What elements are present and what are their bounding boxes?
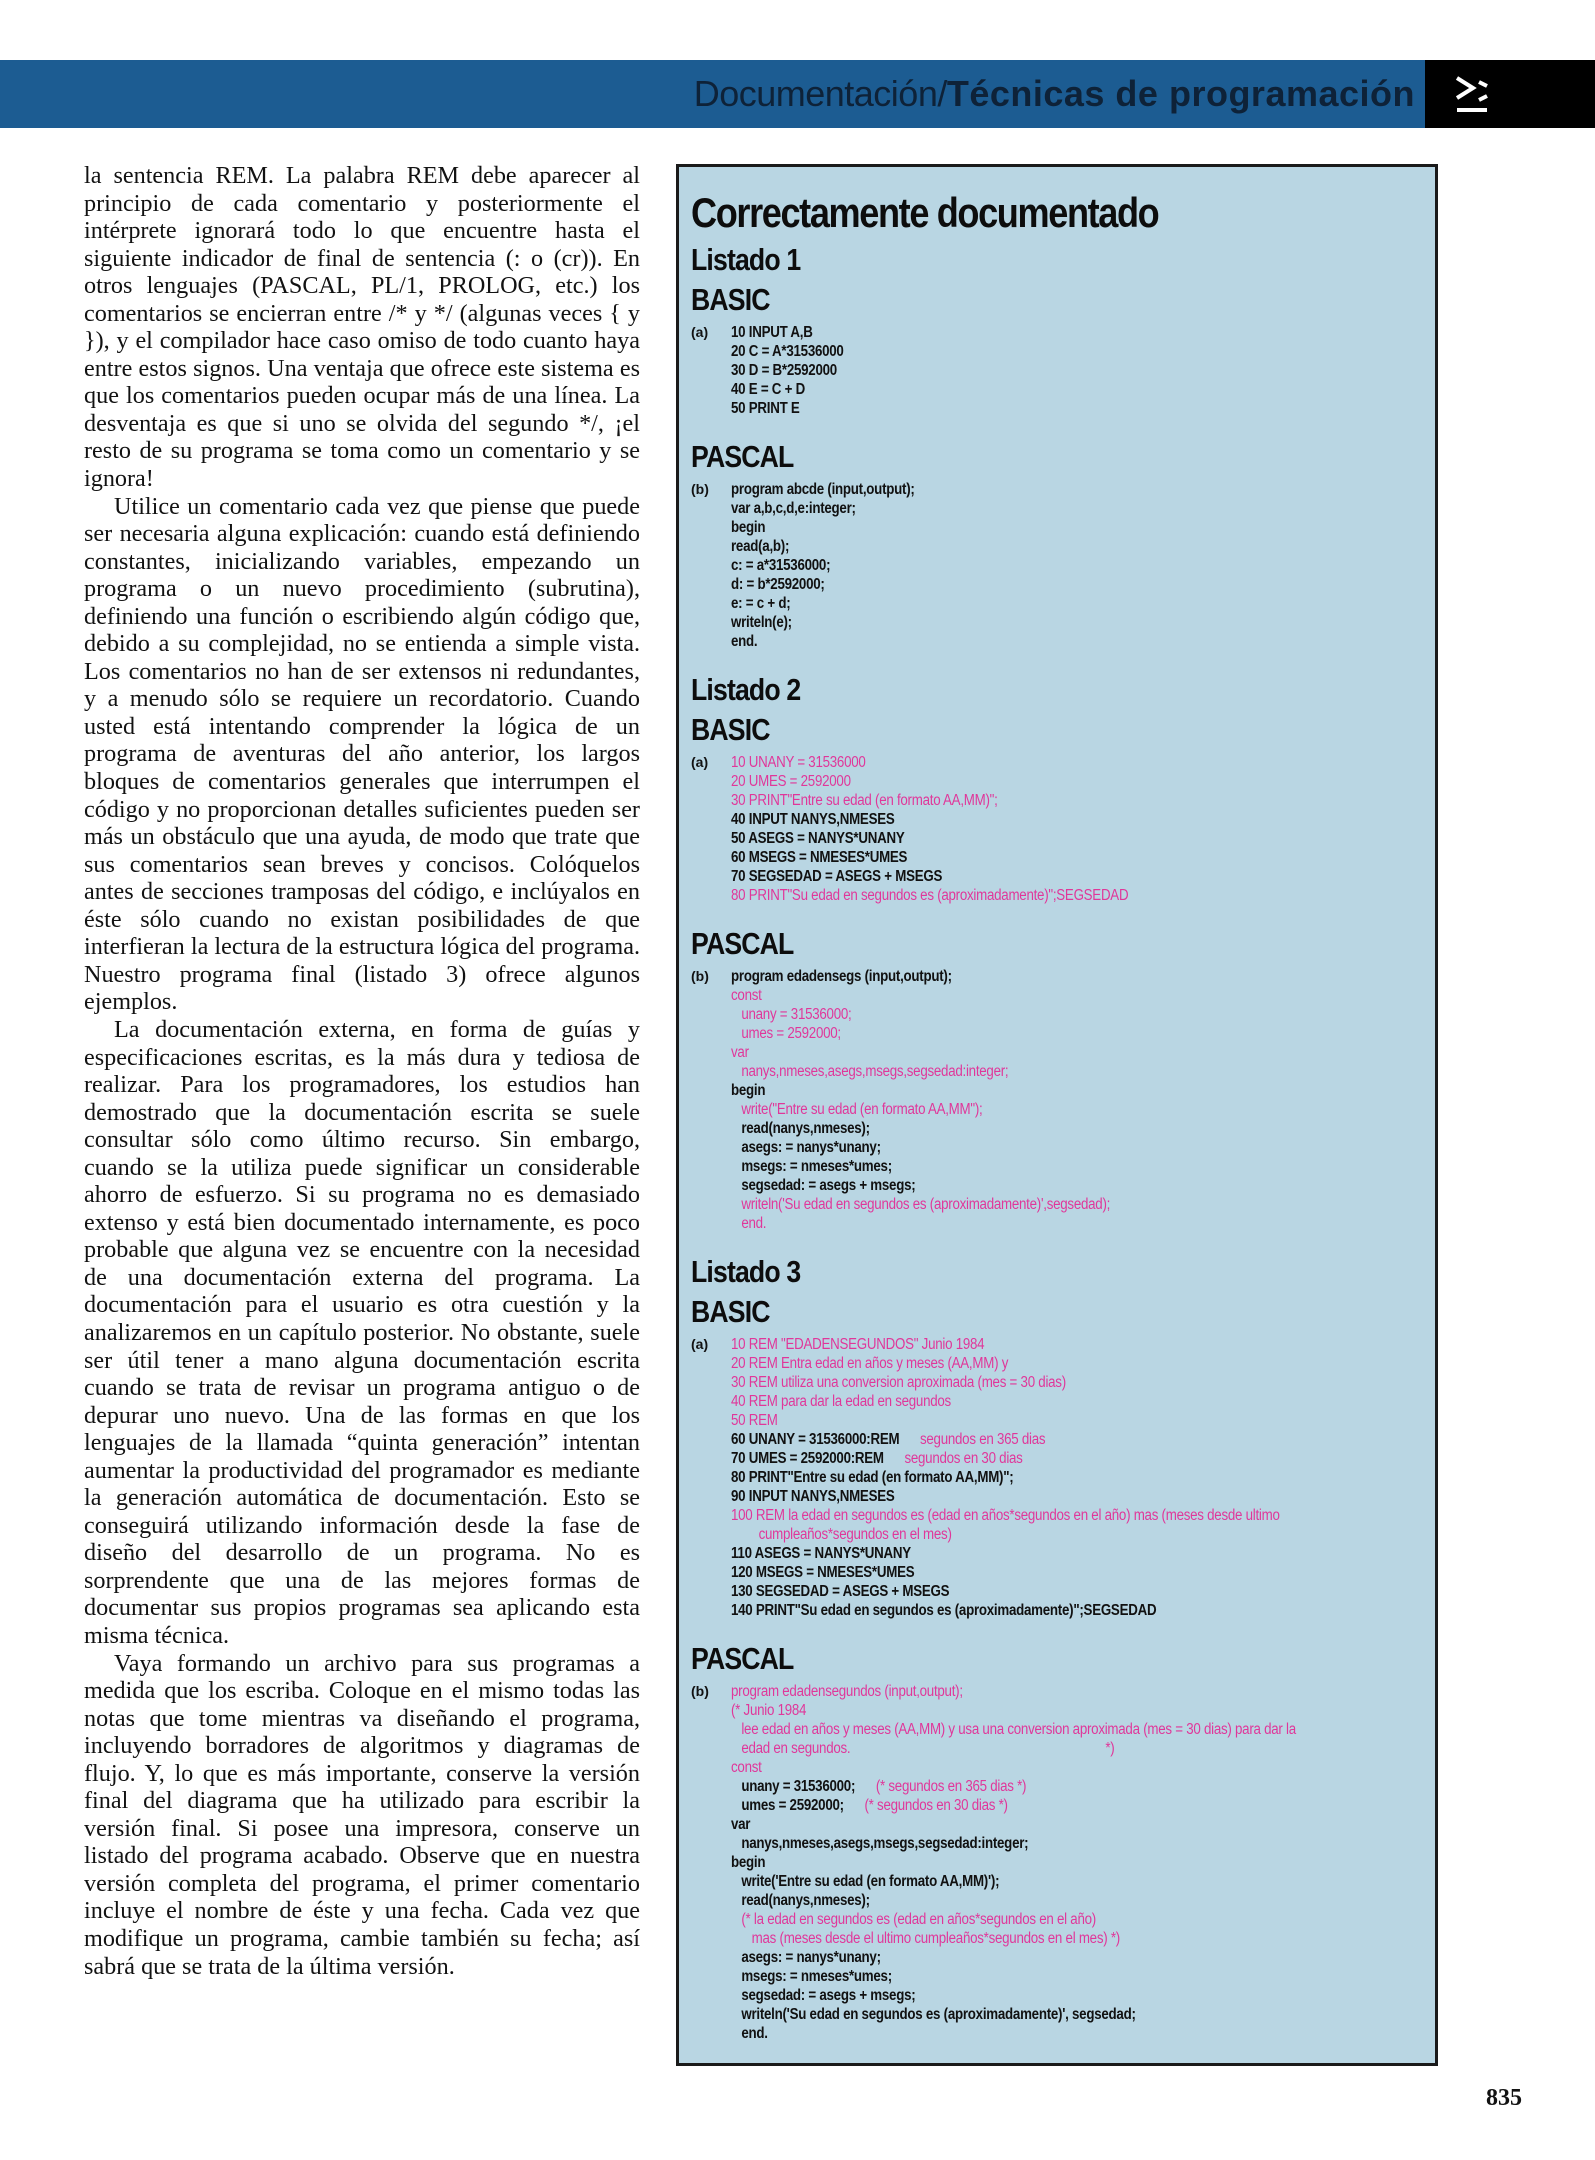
code-text: unany = 31536000;: [731, 1778, 856, 1795]
code-line: nanys,nmeses,asegs,msegs,segsedad:integer;: [731, 1063, 1009, 1080]
code-line: [731, 1392, 1329, 1411]
header-subsection: Técnicas de programación: [946, 73, 1415, 114]
code-text: 140 PRINT"Su edad en segundos es (aproximadamente)";SEGSEDAD: [731, 1602, 1157, 1619]
listing-title: Listado 1: [691, 242, 801, 277]
code-text: const: [731, 1759, 762, 1776]
code-line: [731, 1411, 1329, 1430]
code-line: [731, 1525, 1329, 1544]
code-lines: [731, 480, 1426, 651]
code-block-tag: (a): [691, 324, 709, 340]
code-line: [731, 1815, 1329, 1834]
code-line: msegs: = nmeses*umes;: [731, 1158, 892, 1175]
code-block: [691, 480, 1426, 651]
code-text: cumpleaños*segundos en el mes): [731, 1526, 952, 1543]
code-line: [731, 2024, 1329, 2043]
code-line: [731, 1758, 1329, 1777]
code-text: (* la edad en segundos es (edad en años*segundos en el año): [731, 1911, 1096, 1928]
code-line: 20 UMES = 2592000: [731, 773, 851, 790]
code-line: [731, 1354, 1329, 1373]
code-line: 70 SEGSEDAD = ASEGS + MSEGS: [731, 868, 943, 885]
header-section: Documentación/: [693, 73, 947, 114]
code-line: 30 PRINT"Entre su edad (en formato AA,MM)";: [731, 792, 998, 809]
code-line: [731, 1777, 1329, 1796]
code-line: [731, 1335, 1329, 1354]
code-block-tag: (b): [691, 481, 709, 497]
code-block: [691, 753, 1426, 905]
code-line: [731, 1891, 1329, 1910]
code-text: end.: [731, 2025, 768, 2042]
code-block-tag: (a): [691, 754, 709, 770]
code-line: [731, 1487, 1329, 1506]
code-text: 10 REM "EDADENSEGUNDOS" Junio 1984: [731, 1336, 985, 1353]
code-line: begin: [731, 1082, 766, 1099]
language-title: PASCAL: [691, 1641, 794, 1676]
code-line: [731, 1967, 1329, 1986]
code-lines: [731, 967, 1426, 1233]
code-block-tag: (b): [691, 968, 709, 984]
code-text: edad en segundos. *): [731, 1740, 1115, 1757]
code-line: [731, 1948, 1329, 1967]
code-line: var a,b,c,d,e:integer;: [731, 500, 856, 517]
code-text: 20 REM Entra edad en años y meses (AA,MM) y: [731, 1355, 1009, 1372]
panel-title: Correctamente documentado: [691, 189, 1159, 236]
code-line: c: = a*31536000;: [731, 557, 831, 574]
code-line: [731, 1986, 1329, 2005]
code-line: 10 UNANY = 31536000: [731, 754, 866, 771]
header-band: [0, 60, 1595, 128]
code-lines: [731, 1682, 1426, 2043]
code-text: msegs: = nmeses*umes;: [731, 1968, 892, 1985]
language-title: BASIC: [691, 282, 770, 317]
code-text: 60 UNANY = 31536000:REM: [731, 1431, 900, 1448]
paragraph-2: Utilice un comentario cada vez que piense que puede ser necesaria alguna explicación: cuando está definiendo constantes, inicializando variables, empezando un programa o un nuevo procedimiento (subrutina), definiendo una función o escribiendo algún código que, debido a su complejidad, no se entienda a simple vista. Los comentarios no han de ser extensos ni redundantes, y a menudo sólo se requiere un recordatorio. Cuando usted está intentando comprender la lógica de un programa de aventuras del año anterior, los largos bloques de comentarios generales que interrumpen el código y no proporcionan detalles suficientes pueden ser más un obstáculo que una ayuda, de modo que trate que sus comentarios sean breves y concisos. Colóquelos antes de secciones tramposas del código, e inclúyalos en éste sólo cuando no existan posibilidades de que interfieran la lectura de la estructura lógica del programa. Nuestro programa final (listado 3) ofrece algunos ejemplos.: [84, 492, 640, 1016]
code-line: write("Entre su edad (en formato AA,MM");: [731, 1101, 983, 1118]
code-line: writeln('Su edad en segundos es (aproximadamente)',segsedad);: [731, 1196, 1111, 1213]
code-line: 20 C = A*31536000: [731, 343, 844, 360]
code-text: 130 SEGSEDAD = ASEGS + MSEGS: [731, 1583, 950, 1600]
code-line: [731, 1449, 1329, 1468]
code-text: segsedad: = asegs + msegs;: [731, 1987, 916, 2004]
language-title: BASIC: [691, 712, 770, 747]
code-line: 50 ASEGS = NANYS*UNANY: [731, 830, 905, 847]
code-text: 110 ASEGS = NANYS*UNANY: [731, 1545, 911, 1562]
article-body: [84, 162, 640, 1980]
code-line: asegs: = nanys*unany;: [731, 1139, 881, 1156]
code-line: umes = 2592000;: [731, 1025, 841, 1042]
code-text: 120 MSEGS = NMESES*UMES: [731, 1564, 915, 1581]
code-line: [731, 1834, 1329, 1853]
logo-box: [1425, 60, 1595, 128]
code-line: [731, 1544, 1329, 1563]
code-line: [731, 1720, 1329, 1739]
code-line: 30 D = B*2592000: [731, 362, 837, 379]
listing-title: Listado 3: [691, 1254, 801, 1289]
language-title: BASIC: [691, 1294, 770, 1329]
code-text: 30 REM utiliza una conversion aproximada (mes = 30 dias): [731, 1374, 1066, 1391]
code-text: var: [731, 1816, 751, 1833]
code-text: (* Junio 1984: [731, 1702, 807, 1719]
code-line: [731, 1872, 1329, 1891]
code-lines: [731, 323, 1426, 418]
code-block-tag: (a): [691, 1336, 709, 1352]
panel-content: [691, 189, 1426, 2063]
code-line: [731, 1563, 1329, 1582]
code-block: [691, 967, 1426, 1233]
code-panel: [676, 164, 1438, 2066]
code-comment: segundos en 365 dias: [919, 1431, 1046, 1448]
code-line: const: [731, 987, 762, 1004]
code-comment: (* segundos en 365 dias *): [875, 1778, 1027, 1795]
code-line: [731, 1430, 1329, 1449]
code-line: segsedad: = asegs + msegs;: [731, 1177, 916, 1194]
code-text: lee edad en años y meses (AA,MM) y usa una conversion aproximada (mes = 30 dias) para dar la: [731, 1721, 1296, 1738]
code-line: 10 INPUT A,B: [731, 324, 813, 341]
code-text: 40 REM para dar la edad en segundos: [731, 1393, 951, 1410]
code-block-tag: (b): [691, 1683, 709, 1699]
code-text: 100 REM la edad en segundos es (edad en años*segundos en el año) mas (meses desde ultimo: [731, 1507, 1280, 1524]
code-line: d: = b*2592000;: [731, 576, 825, 593]
code-comment: (* segundos en 30 dias *): [864, 1797, 1008, 1814]
code-line: 40 INPUT NANYS,NMESES: [731, 811, 895, 828]
code-line: read(a,b);: [731, 538, 790, 555]
series-logo-icon: [1443, 64, 1503, 124]
code-comment: segundos en 30 dias: [904, 1450, 1023, 1467]
code-line: [731, 1739, 1329, 1758]
paragraph-3: La documentación externa, en forma de guías y especificaciones escritas, es la más dura y tediosa de realizar. Para los programadores, los estudios han demostrado que la documentación escrita se suele consultar sólo como último recurso. Sin embargo, cuando se la utiliza puede significar un considerable ahorro de esfuerzo. Si su programa no es demasiado extenso y está bien documentado internamente, es poco probable que alguna vez se encuentre con la necesidad de una documentación externa del programa. La documentación para el usuario es otra cuestión y la analizaremos en un capítulo posterior. No obstante, suele ser útil tener a mano alguna documentación escrita cuando se trata de revisar un programa antiguo o de depurar uno nuevo. Una de las formas en que los lenguajes de la llamada “quinta generación” intentan aumentar la productividad del programador es mediante la generación automática de documentación. Esto se conseguirá utilizando información desde la fase de diseño del desarrollo de un programa. No es sorprendente que una de las mejores formas de documentar sus propios programas sea aplicando esta misma técnica.: [84, 1015, 640, 1649]
paragraph-1: la sentencia REM. La palabra REM debe aparecer al principio de cada comentario y posteriormente el intérprete ignorará todo lo que encuentre hasta el siguiente indicador de final de sentencia (: o (cr)). En otros lenguajes (PASCAL, PL/1, PROLOG, etc.) los comentarios se encierran entre /* y */ (algunas veces { y }), y el compilador hace caso omiso de todo cuanto haya entre estos signos. Una ventaja que ofrece este sistema es que los comentarios pueden ocupar más de una línea. La desventaja es que si uno se olvida del segundo */, ¡el resto de su programa se toma como un comentario y se ignora!: [84, 162, 640, 493]
code-line: [731, 1701, 1329, 1720]
code-text: 80 PRINT"Entre su edad (en formato AA,MM)";: [731, 1469, 1014, 1486]
code-text: asegs: = nanys*unany;: [731, 1949, 881, 1966]
code-line: var: [731, 1044, 749, 1061]
code-text: begin: [731, 1854, 766, 1871]
code-block: [691, 323, 1426, 418]
code-line: begin: [731, 519, 766, 536]
code-text: nanys,nmeses,asegs,msegs,segsedad:integer;: [731, 1835, 1029, 1852]
code-line: 60 MSEGS = NMESES*UMES: [731, 849, 908, 866]
code-text: write('Entre su edad (en formato AA,MM)');: [731, 1873, 1000, 1890]
code-line: 80 PRINT"Su edad en segundos es (aproximadamente)";SEGSEDAD: [731, 887, 1129, 904]
code-line: [731, 1468, 1329, 1487]
code-block: [691, 1335, 1426, 1620]
code-line: 50 PRINT E: [731, 400, 800, 417]
listings-container: [691, 241, 1426, 2043]
listing-title: Listado 2: [691, 672, 801, 707]
code-block: [691, 1682, 1426, 2043]
paragraph-4: Vaya formando un archivo para sus programas a medida que los escriba. Coloque en el mismo todas las notas que tome mientras va diseñando el programa, incluyendo borradores de algoritmos y diagramas de flujo. Y, lo que es más importante, conserve la versión final del diagrama que ha utilizado para escribir la versión final. Si posee una impresora, conserve un listado del programa acabado. Observe que en nuestra versión completa del programa, el primer comentario incluye el nombre de éste y una fecha. Cada vez que modifique un programa, cambie también su fecha; así sabrá que se trata de la última versión.: [84, 1649, 640, 1980]
code-text: read(nanys,nmeses);: [731, 1892, 870, 1909]
code-text: 90 INPUT NANYS,NMESES: [731, 1488, 895, 1505]
code-line: [731, 1796, 1329, 1815]
code-text: program edadensegundos (input,output);: [731, 1683, 963, 1700]
code-line: [731, 1910, 1329, 1929]
code-line: read(nanys,nmeses);: [731, 1120, 870, 1137]
code-line: [731, 1601, 1329, 1620]
code-text: 50 REM: [731, 1412, 778, 1429]
code-line: 40 E = C + D: [731, 381, 805, 398]
code-line: unany = 31536000;: [731, 1006, 852, 1023]
header-title: [694, 72, 1415, 116]
language-title: PASCAL: [691, 439, 794, 474]
code-line: [731, 1582, 1329, 1601]
code-line: program abcde (input,output);: [731, 481, 915, 498]
code-line: [731, 1373, 1329, 1392]
code-line: [731, 2005, 1329, 2024]
code-line: [731, 1853, 1329, 1872]
code-text: umes = 2592000;: [731, 1797, 844, 1814]
code-lines: [731, 1335, 1426, 1620]
code-line: writeln(e);: [731, 614, 792, 631]
code-line: [731, 1682, 1329, 1701]
language-title: PASCAL: [691, 926, 794, 961]
code-line: end.: [731, 633, 758, 650]
code-line: e: = c + d;: [731, 595, 791, 612]
code-text: mas (meses desde el ultimo cumpleaños*segundos en el mes) *): [731, 1930, 1120, 1947]
code-text: writeln('Su edad en segundos es (aproximadamente)', segsedad;: [731, 2006, 1136, 2023]
code-line: program edadensegs (input,output);: [731, 968, 952, 985]
code-line: end.: [731, 1215, 767, 1232]
code-lines: [731, 753, 1426, 905]
code-line: [731, 1929, 1329, 1948]
code-line: [731, 1506, 1329, 1525]
page-number: 835: [1486, 2085, 1522, 2111]
code-text: 70 UMES = 2592000:REM: [731, 1450, 884, 1467]
